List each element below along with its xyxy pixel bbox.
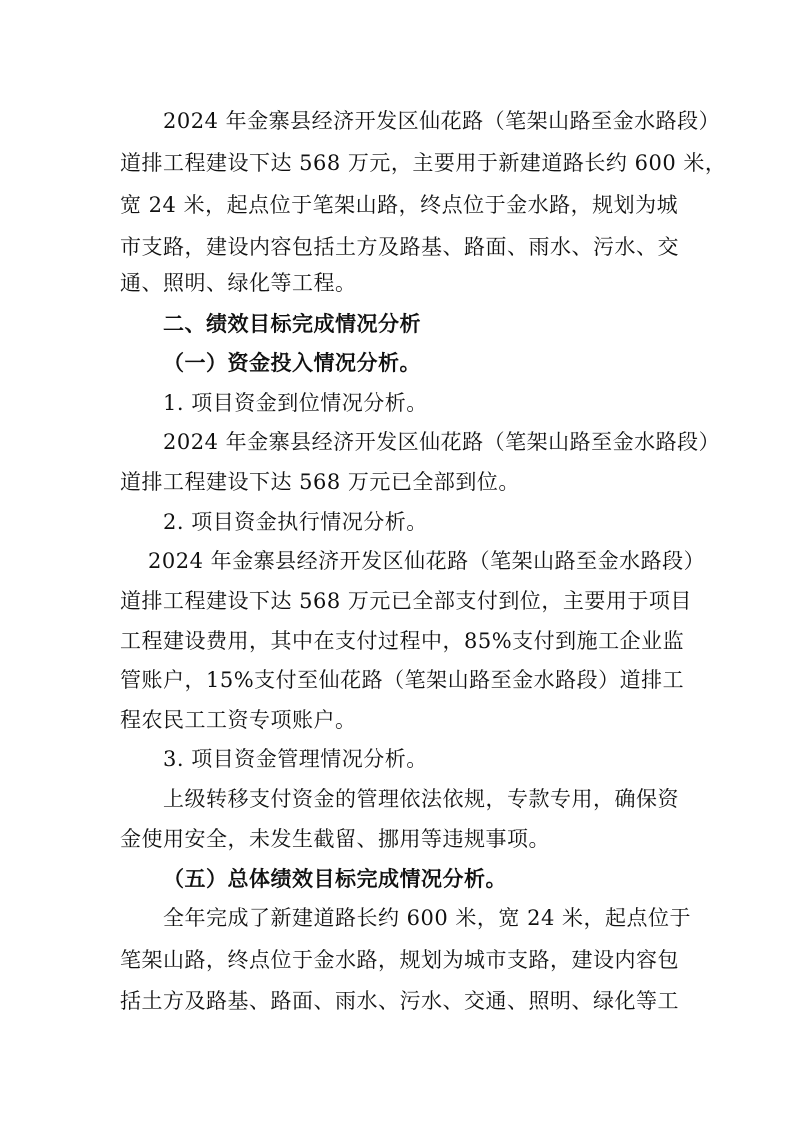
para-5-line-2: 笔架山路，终点位于金水路，规划为城市支路，建设内容包 [120, 948, 679, 972]
para-5-line-3: 括土方及路基、路面、雨水、污水、交通、照明、绿化等工 [120, 989, 679, 1013]
para-5-line-1: 全年完成了新建道路长约 600 米，宽 24 米，起点位于 [163, 906, 692, 930]
para-3-line-2: 道排工程建设下达 568 万元已全部支付到位，主要用于项目 [120, 589, 692, 613]
para-1-line-1: 2024 年金寨县经济开发区仙花路（笔架山路至金水路段） [163, 109, 721, 133]
para-3-line-5: 程农民工工资专项账户。 [120, 708, 357, 732]
para-1-line-2: 道排工程建设下达 568 万元，主要用于新建道路长约 600 米， [120, 151, 727, 175]
para-1-line-4: 市支路，建设内容包括土方及路基、路面、雨水、污水、交 [120, 235, 679, 259]
para-3-line-3: 工程建设费用，其中在支付过程中，85%支付到施工企业监 [120, 629, 685, 653]
item-heading-3: 3. 项目资金管理情况分析。 [163, 747, 428, 771]
subsection-heading-5: （五）总体绩效目标完成情况分析。 [163, 867, 507, 891]
para-1-line-5: 通、照明、绿化等工程。 [120, 271, 357, 295]
para-2-line-1: 2024 年金寨县经济开发区仙花路（笔架山路至金水路段） [163, 430, 721, 454]
item-heading-2: 2. 项目资金执行情况分析。 [163, 510, 428, 534]
para-2-line-2: 道排工程建设下达 568 万元已全部到位。 [120, 470, 520, 494]
para-4-line-1: 上级转移支付资金的管理依法依规，专款专用，确保资 [163, 787, 679, 811]
subsection-heading-1: （一）资金投入情况分析。 [163, 351, 421, 375]
para-1-line-3: 宽 24 米，起点位于笔架山路，终点位于金水路，规划为城 [120, 193, 679, 217]
section-heading: 二、绩效目标完成情况分析 [163, 312, 421, 336]
item-heading-1: 1. 项目资金到位情况分析。 [163, 391, 428, 415]
para-3-line-1: 2024 年金寨县经济开发区仙花路（笔架山路至金水路段） [148, 549, 706, 573]
para-4-line-2: 金使用安全，未发生截留、挪用等违规事项。 [120, 827, 550, 851]
para-3-line-4: 管账户，15%支付至仙花路（笔架山路至金水路段）道排工 [120, 668, 685, 692]
